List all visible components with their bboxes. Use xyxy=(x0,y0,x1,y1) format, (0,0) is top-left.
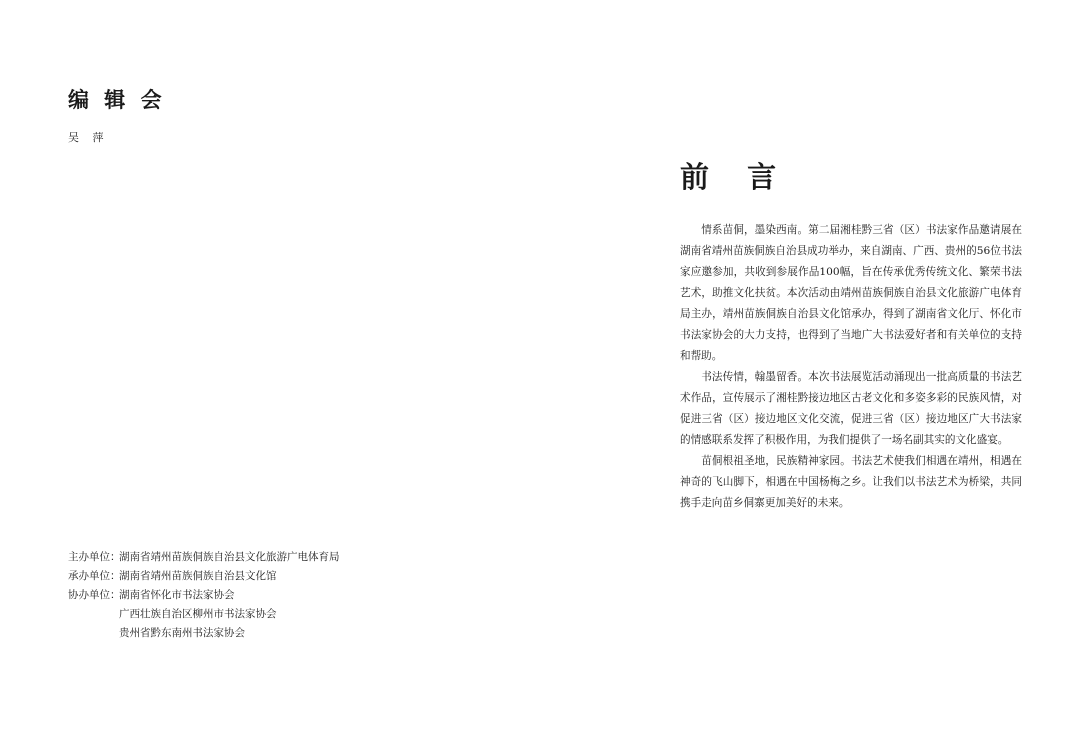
preface-title: 前 言 xyxy=(680,160,791,194)
editorial-board-title: 编 辑 会 xyxy=(68,87,166,112)
credit-value: 湖南省靖州苗族侗族自治县文化馆 xyxy=(119,570,277,582)
preface-paragraph: 情系苗侗，墨染西南。第二届湘桂黔三省（区）书法家作品邀请展在湖南省靖州苗族侗族自治县成功举办，来自湖南、广西、贵州的56位书法家应邀参加，共收到参展作品100幅，旨在传承优秀传统文化、繁荣书法艺术，助推文化扶贫。本次活动由靖州苗族侗族自治县文化旅游广电体育局主办，靖州苗族侗族自治县文化馆承办，得到了湖南省文化厅、怀化市书法家协会的大力支持，也得到了当地广大书法爱好者和有关单位的支持和帮助。 xyxy=(680,224,1022,362)
credit-row-host xyxy=(68,548,340,567)
credit-row-co-organizer xyxy=(68,586,340,605)
credit-value: 湖南省靖州苗族侗族自治县文化旅游广电体育局 xyxy=(119,551,340,563)
credit-row-organizer xyxy=(68,567,340,586)
credit-value: 湖南省怀化市书法家协会 xyxy=(119,589,235,601)
preface-body xyxy=(680,220,1022,514)
organizer-credits xyxy=(68,548,340,643)
credit-label: 主办单位： xyxy=(68,551,121,563)
credit-label: 承办单位： xyxy=(68,570,121,582)
editor-name: 吴 萍 xyxy=(68,131,109,144)
preface-paragraph: 书法传情，翰墨留香。本次书法展览活动涌现出一批高质量的书法艺术作品，宣传展示了湘桂黔接边地区古老文化和多姿多彩的民族风情，对促进三省（区）接边地区文化交流，促进三省（区）接边地区广大书法家的情感联系发挥了积极作用，为我们提供了一场名副其实的文化盛宴。 xyxy=(680,371,1022,446)
credit-label xyxy=(68,605,119,624)
credit-label xyxy=(68,624,119,643)
credit-label: 协办单位： xyxy=(68,589,121,601)
credit-value: 贵州省黔东南州书法家协会 xyxy=(119,627,245,639)
credit-value: 广西壮族自治区柳州市书法家协会 xyxy=(119,608,277,620)
credit-row-co-organizer xyxy=(68,624,340,643)
credit-row-co-organizer xyxy=(68,605,340,624)
preface-paragraph: 苗侗根祖圣地，民族精神家园。书法艺术使我们相遇在靖州，相遇在神奇的飞山脚下，相遇在中国杨梅之乡。让我们以书法艺术为桥梁，共同携手走向苗乡侗寨更加美好的未来。 xyxy=(680,455,1022,509)
